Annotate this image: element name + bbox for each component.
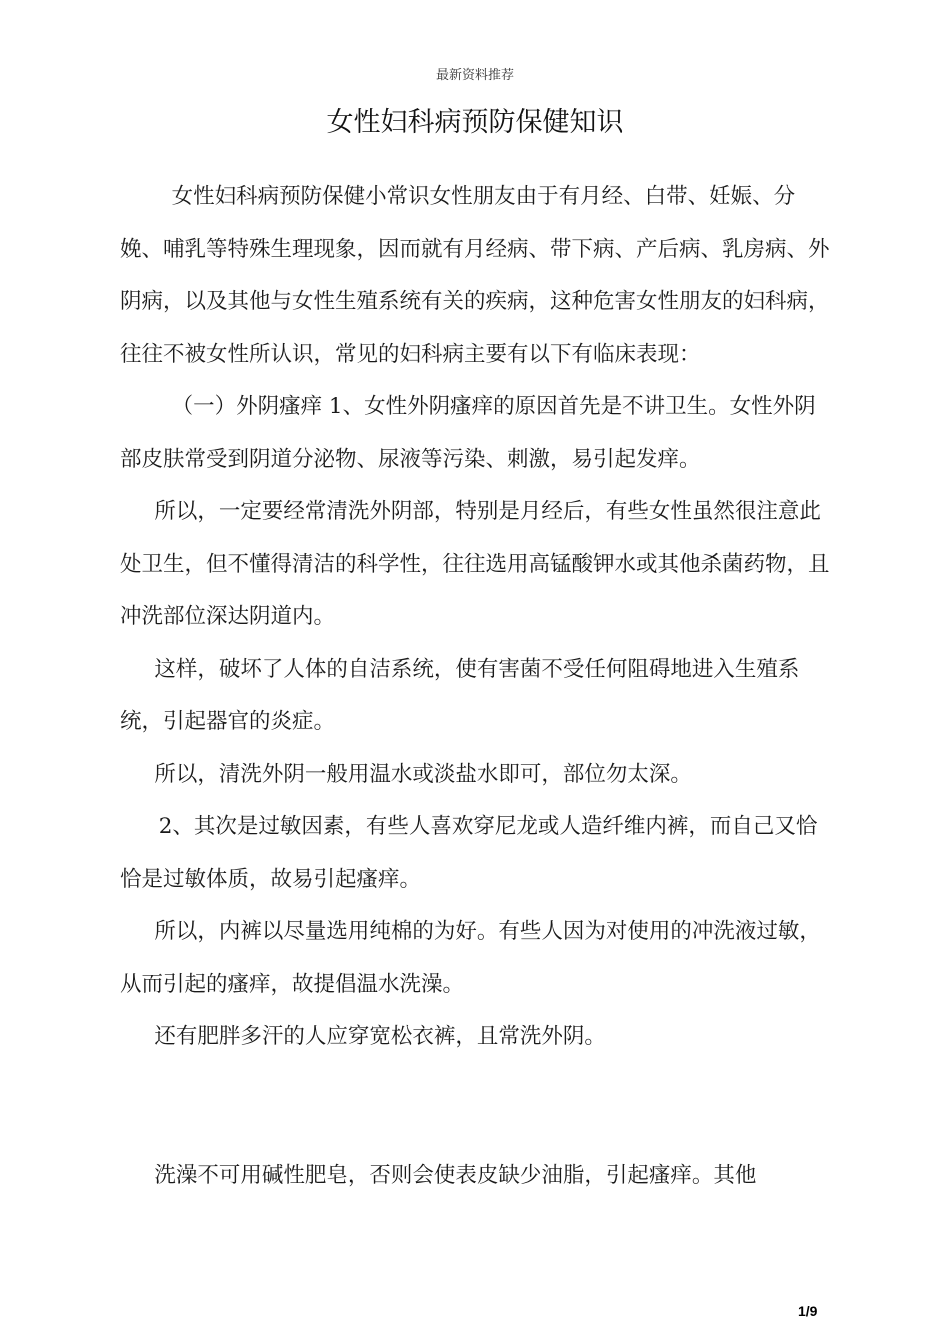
paragraph-7: 所以，内裤以尽量选用纯棉的为好。有些人因为对使用的冲洗液过敏，从而引起的瘙痒，故提倡温水洗澡。 [120,919,821,997]
paragraph-8: 还有肥胖多汗的人应穿宽松衣裤，且常洗外阴。 [154,1024,606,1049]
document-title: 女性妇科病预防保健知识 [326,107,624,138]
document-body-block-2 [120,1150,832,1203]
document-body-block-1 [120,171,832,1064]
paragraph-9: 洗澡不可用碱性肥皂，否则会使表皮缺少油脂，引起瘙痒。其他 [154,1163,757,1188]
paragraph-6: 2、其次是过敏因素，有些人喜欢穿尼龙或人造纤维内裤，而自己又恰恰是过敏体质，故易引起瘙痒。 [120,814,818,892]
paragraph-5: 所以，清洗外阴一般用温水或淡盐水即可，部位勿太深。 [154,761,692,787]
paragraph-3: 所以，一定要经常清洗外阴部，特别是月经后，有些女性虽然很注意此处卫生，但不懂得清洁的科学性，往往选用高锰酸钾水或其他杀菌药物，且冲洗部位深达阴道内。 [120,499,830,629]
paragraph-1: 女性妇科病预防保健小常识女性朋友由于有月经、白带、妊娠、分娩、哺乳等特殊生理现象，因而就有月经病、带下病、产后病、乳房病、外阴病，以及其他与女性生殖系统有关的疾病，这种危害女性朋友的妇科病，往往不被女性所认识，常见的妇科病主要有以下有临床表现： [120,184,830,367]
paragraph-4: 这样，破坏了人体的自洁系统，使有害菌不受任何阻碍地进入生殖系统，引起器官的炎症。 [120,656,800,734]
page-indicator: 1/9 [798,1303,818,1319]
running-header: 最新资料推荐 [435,68,514,83]
paragraph-2: （一）外阴瘙痒 1、女性外阴瘙痒的原因首先是不讲卫生。女性外阴部皮肤常受到阴道分泌物、尿液等污染、刺激，易引起发痒。 [120,394,816,472]
